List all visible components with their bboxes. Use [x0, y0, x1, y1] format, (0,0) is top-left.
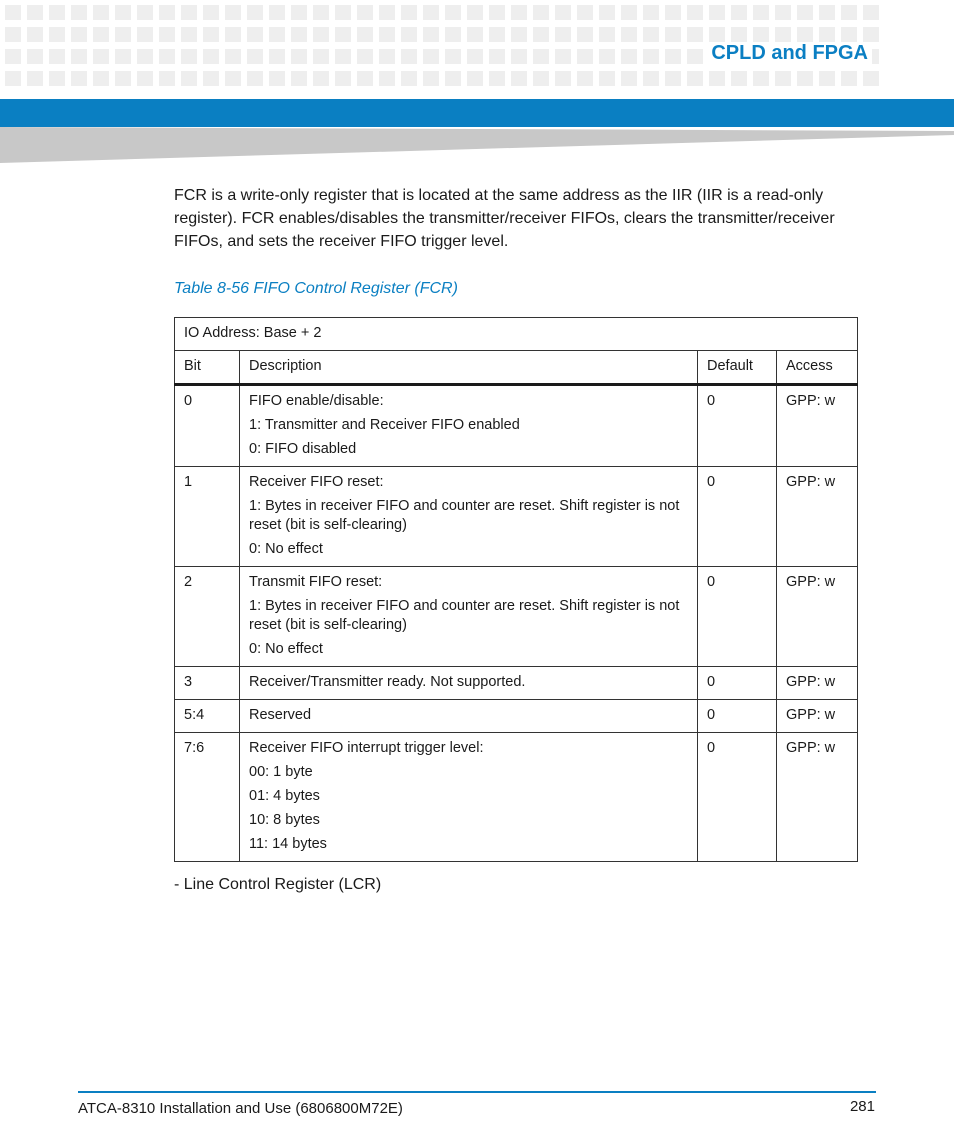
default-cell: 0: [698, 700, 777, 733]
pattern-square: [181, 5, 197, 20]
pattern-square: [533, 49, 549, 64]
table-row: [175, 700, 858, 733]
pattern-square: [709, 71, 725, 86]
pattern-square: [489, 27, 505, 42]
pattern-square: [291, 71, 307, 86]
access-cell: GPP: w: [777, 700, 858, 733]
pattern-square: [203, 5, 219, 20]
pattern-square: [841, 5, 857, 20]
pattern-square: [313, 71, 329, 86]
bit-cell: 5:4: [175, 700, 240, 733]
access-cell: GPP: w: [777, 385, 858, 467]
header-blue-bar: [0, 99, 954, 127]
pattern-square: [467, 5, 483, 20]
pattern-square: [665, 27, 681, 42]
pattern-square: [115, 27, 131, 42]
pattern-square: [401, 5, 417, 20]
bit-cell: 7:6: [175, 733, 240, 862]
pattern-square: [621, 71, 637, 86]
pattern-square: [291, 5, 307, 20]
pattern-square: [379, 5, 395, 20]
pattern-square: [643, 5, 659, 20]
pattern-square: [665, 71, 681, 86]
pattern-square: [269, 71, 285, 86]
bit-cell: 2: [175, 567, 240, 667]
pattern-square: [687, 5, 703, 20]
pattern-square: [665, 49, 681, 64]
description-line: Reserved: [249, 707, 312, 723]
pattern-square: [577, 71, 593, 86]
pattern-square: [335, 49, 351, 64]
pattern-square: [423, 5, 439, 20]
pattern-square: [797, 27, 813, 42]
pattern-square: [775, 5, 791, 20]
pattern-square: [137, 5, 153, 20]
pattern-square: [335, 5, 351, 20]
description-cell: [240, 700, 698, 733]
pattern-square: [357, 5, 373, 20]
table-header-row: [175, 351, 858, 385]
pattern-square: [203, 71, 219, 86]
description-cell: [240, 567, 698, 667]
pattern-square: [27, 49, 43, 64]
pattern-square: [159, 71, 175, 86]
pattern-square: [511, 27, 527, 42]
pattern-square: [819, 71, 835, 86]
pattern-square: [621, 5, 637, 20]
pattern-square: [467, 49, 483, 64]
pattern-square: [49, 5, 65, 20]
pattern-square: [841, 71, 857, 86]
pattern-square: [489, 71, 505, 86]
pattern-square: [709, 5, 725, 20]
pattern-square: [159, 5, 175, 20]
column-header-bit: Bit: [175, 351, 240, 385]
pattern-square: [401, 49, 417, 64]
pattern-square: [533, 5, 549, 20]
pattern-square: [379, 71, 395, 86]
pattern-square: [687, 71, 703, 86]
pattern-square: [49, 71, 65, 86]
pattern-square: [247, 71, 263, 86]
pattern-square: [687, 27, 703, 42]
description-line: 00: 1 byte: [249, 764, 313, 780]
pattern-square: [687, 49, 703, 64]
pattern-square: [137, 27, 153, 42]
pattern-square: [27, 27, 43, 42]
pattern-square: [445, 27, 461, 42]
pattern-square: [313, 49, 329, 64]
pattern-square: [181, 27, 197, 42]
bit-cell: 3: [175, 667, 240, 700]
description-line: 11: 14 bytes: [249, 836, 327, 852]
description-line: FIFO enable/disable:: [249, 393, 384, 409]
pattern-square: [27, 5, 43, 20]
pattern-square: [819, 27, 835, 42]
header-gray-wedge: [0, 127, 954, 167]
pattern-square: [511, 5, 527, 20]
pattern-square: [357, 49, 373, 64]
pattern-square: [775, 27, 791, 42]
fcr-register-table: [174, 317, 858, 862]
description-line: 0: No effect: [249, 641, 323, 657]
pattern-square: [423, 49, 439, 64]
bit-cell: 0: [175, 385, 240, 467]
access-cell: GPP: w: [777, 667, 858, 700]
pattern-square: [291, 49, 307, 64]
pattern-square: [181, 49, 197, 64]
pattern-square: [709, 27, 725, 42]
pattern-square: [577, 49, 593, 64]
pattern-square: [599, 5, 615, 20]
pattern-square: [159, 27, 175, 42]
pattern-square: [599, 71, 615, 86]
pattern-square: [555, 49, 571, 64]
pattern-square: [225, 5, 241, 20]
description-cell: [240, 467, 698, 567]
pattern-square: [203, 27, 219, 42]
pattern-square: [423, 27, 439, 42]
pattern-square: [643, 27, 659, 42]
pattern-square: [357, 27, 373, 42]
pattern-square: [863, 71, 879, 86]
footer-rule: [78, 1091, 876, 1093]
description-line: 10: 8 bytes: [249, 812, 320, 828]
pattern-square: [577, 5, 593, 20]
pattern-square: [401, 27, 417, 42]
pattern-square: [115, 49, 131, 64]
pattern-square: [643, 71, 659, 86]
pattern-square: [753, 71, 769, 86]
pattern-square: [49, 49, 65, 64]
pattern-square: [71, 49, 87, 64]
pattern-square: [27, 71, 43, 86]
pattern-square: [247, 27, 263, 42]
column-header-access: Access: [777, 351, 858, 385]
pattern-square: [335, 27, 351, 42]
default-cell: 0: [698, 385, 777, 467]
pattern-square: [665, 5, 681, 20]
pattern-square: [533, 71, 549, 86]
pattern-square: [511, 49, 527, 64]
description-cell: [240, 733, 698, 862]
pattern-square: [731, 71, 747, 86]
default-cell: 0: [698, 567, 777, 667]
table-row: [175, 385, 858, 467]
pattern-square: [555, 5, 571, 20]
pattern-square: [137, 71, 153, 86]
pattern-square: [445, 5, 461, 20]
default-cell: 0: [698, 467, 777, 567]
pattern-square: [313, 5, 329, 20]
description-cell: [240, 385, 698, 467]
pattern-square: [445, 49, 461, 64]
pattern-square: [511, 71, 527, 86]
pattern-square: [49, 27, 65, 42]
footer-document-title: ATCA-8310 Installation and Use (6806800M72E): [78, 1100, 403, 1117]
pattern-square: [621, 27, 637, 42]
pattern-square: [313, 27, 329, 42]
pattern-square: [181, 71, 197, 86]
pattern-square: [379, 27, 395, 42]
io-address-cell: IO Address: Base + 2: [175, 318, 858, 351]
description-line: 01: 4 bytes: [249, 788, 320, 804]
pattern-square: [599, 49, 615, 64]
pattern-square: [357, 71, 373, 86]
bit-cell: 1: [175, 467, 240, 567]
pattern-square: [247, 49, 263, 64]
pattern-square: [775, 71, 791, 86]
pattern-square: [643, 49, 659, 64]
table-address-row: [175, 318, 858, 351]
description-line: 0: No effect: [249, 541, 323, 557]
pattern-square: [93, 5, 109, 20]
table-row: [175, 667, 858, 700]
description-cell: [240, 667, 698, 700]
pattern-square: [797, 5, 813, 20]
pattern-square: [269, 5, 285, 20]
pattern-square: [797, 71, 813, 86]
pattern-square: [93, 49, 109, 64]
pattern-square: [71, 27, 87, 42]
description-line: Receiver FIFO reset:: [249, 474, 384, 490]
pattern-square: [753, 5, 769, 20]
section-title: CPLD and FPGA: [707, 42, 872, 65]
next-section-reference: - Line Control Register (LCR): [174, 876, 382, 893]
pattern-square: [753, 27, 769, 42]
pattern-square: [599, 27, 615, 42]
pattern-square: [93, 71, 109, 86]
pattern-square: [379, 49, 395, 64]
pattern-square: [731, 27, 747, 42]
pattern-square: [489, 5, 505, 20]
pattern-square: [203, 49, 219, 64]
pattern-square: [555, 71, 571, 86]
description-line: Receiver/Transmitter ready. Not supported.: [249, 674, 526, 690]
pattern-square: [71, 71, 87, 86]
pattern-square: [269, 49, 285, 64]
default-cell: 0: [698, 667, 777, 700]
pattern-square: [71, 5, 87, 20]
pattern-square: [93, 27, 109, 42]
column-header-description: Description: [240, 351, 698, 385]
pattern-square: [5, 5, 21, 20]
pattern-square: [555, 27, 571, 42]
pattern-square: [533, 27, 549, 42]
pattern-square: [5, 49, 21, 64]
pattern-square: [137, 49, 153, 64]
pattern-square: [401, 71, 417, 86]
table-row: [175, 567, 858, 667]
pattern-square: [577, 27, 593, 42]
access-cell: GPP: w: [777, 733, 858, 862]
pattern-square: [115, 5, 131, 20]
pattern-square: [5, 71, 21, 86]
pattern-square: [841, 27, 857, 42]
pattern-square: [863, 27, 879, 42]
pattern-square: [621, 49, 637, 64]
pattern-square: [115, 71, 131, 86]
intro-paragraph: FCR is a write-only register that is located at the same address as the IIR (IIR is a read-only register). FCR enables/disables the transmitter/receiver FIFOs, clears the transmitter/receiver FIFOs, and sets the receiver FIFO trigger level.: [174, 187, 835, 250]
pattern-square: [489, 49, 505, 64]
pattern-square: [445, 71, 461, 86]
column-header-default: Default: [698, 351, 777, 385]
footer-page-number: 281: [849, 1098, 875, 1115]
pattern-square: [467, 27, 483, 42]
description-line: Receiver FIFO interrupt trigger level:: [249, 740, 484, 756]
table-caption: Table 8-56 FIFO Control Register (FCR): [174, 280, 458, 297]
pattern-square: [225, 71, 241, 86]
pattern-square: [5, 27, 21, 42]
description-line: 1: Bytes in receiver FIFO and counter are reset. Shift register is not reset (bit is self-clearing): [249, 498, 680, 533]
pattern-square: [731, 5, 747, 20]
pattern-square: [269, 27, 285, 42]
description-line: 0: FIFO disabled: [249, 441, 357, 457]
pattern-square: [291, 27, 307, 42]
description-line: Transmit FIFO reset:: [249, 574, 383, 590]
access-cell: GPP: w: [777, 467, 858, 567]
description-line: 1: Transmitter and Receiver FIFO enabled: [249, 417, 520, 433]
default-cell: 0: [698, 733, 777, 862]
table-row: [175, 733, 858, 862]
pattern-square: [225, 27, 241, 42]
pattern-square: [423, 71, 439, 86]
pattern-square: [247, 5, 263, 20]
pattern-square: [225, 49, 241, 64]
pattern-square: [863, 5, 879, 20]
description-line: 1: Bytes in receiver FIFO and counter are reset. Shift register is not reset (bit is self-clearing): [249, 598, 680, 633]
table-row: [175, 467, 858, 567]
pattern-square: [335, 71, 351, 86]
pattern-square: [467, 71, 483, 86]
access-cell: GPP: w: [777, 567, 858, 667]
pattern-square: [159, 49, 175, 64]
pattern-square: [819, 5, 835, 20]
